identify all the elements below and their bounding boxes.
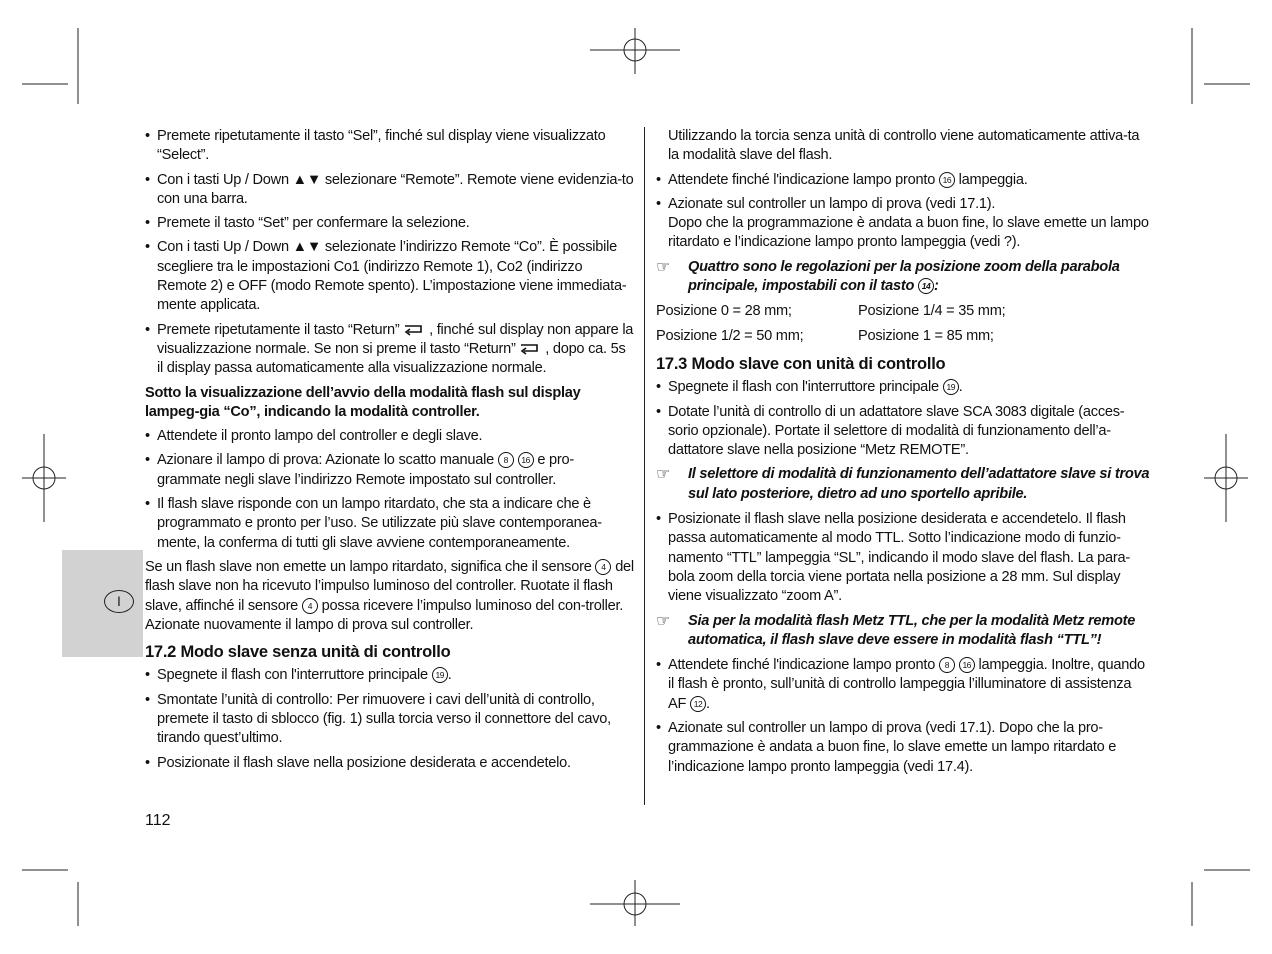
list-item: • Attendete il pronto lampo del controller e degli slave.: [145, 427, 635, 446]
list-item: • Smontate l’unità di controllo: Per rimuovere i cavi dell’unità di controllo, premete il tasto di sblocco (fig. 1) sulla torcia verso il connettore del cavo, tirando quest’ultimo.: [145, 691, 635, 749]
reference-number: 8: [939, 657, 955, 673]
right-column: [656, 127, 1151, 782]
list-item: • Con i tasti Up / Down ▲▼ selezionate l’indirizzo Remote “Co”. È possibile scegliere tra le impostazioni Co1 (indirizzo Remote 1), Co2 (indirizzo Remote 2) e OFF (modo Remote spento). L’impostazione viene immediata-mente applicata.: [145, 238, 635, 315]
list-item: • Premete ripetutamente il tasto “Return” , finché sul display non appare la visualizzazione normale. Se non si preme il tasto “Return” , dopo ca. 5s il display passa automaticamente alla visualizzazione normale.: [145, 321, 635, 379]
return-arrow-icon: [403, 322, 425, 336]
registration-mark-icon: [1204, 434, 1248, 522]
bullet-list: [145, 127, 635, 379]
reference-number: 8: [498, 452, 514, 468]
hand-pointing-icon: ☞: [656, 258, 671, 276]
section-heading: 17.2 Modo slave senza unità di controllo: [145, 643, 451, 662]
list-item: • Posizionate il flash slave nella posizione desiderata e accendetelo. Il flash passa automaticamente al modo TTL. Sotto l’indicazione modo di funzio-namento “TTL” lampeggia “SL”, indicando il modo slave del flash. La para-bola zoom della torcia viene portata nella posizione a 28 mm. Sul display viene visualizzato “zoom A”.: [656, 510, 1151, 606]
list-item: • Posizionate il flash slave nella posizione desiderata e accendetelo.: [145, 754, 635, 773]
bullet-list: [145, 427, 635, 553]
reference-number: 16: [939, 172, 955, 188]
list-item: • Premete il tasto “Set” per confermare la selezione.: [145, 214, 635, 233]
zoom-position: Posizione 1/4 = 35 mm;: [858, 303, 1006, 320]
zoom-position: Posizione 0 = 28 mm;: [656, 303, 792, 320]
registration-mark-icon: [22, 434, 66, 522]
list-item: • Attendete finché l'indicazione lampo pronto 16 lampeggia.: [656, 171, 1151, 190]
left-column: [145, 127, 635, 778]
list-item: • Azionate sul controller un lampo di prova (vedi 17.1). Dopo che la programmazione è andata a buon fine, lo slave emette un lampo ritardato e l’indicazione lampo pronto lampeggia (vedi ?).: [656, 195, 1151, 253]
note-block: ☞ Sia per la modalità flash Metz TTL, che per la modalità Metz remote automatica, il flash slave deve essere in modalità flash “TTL”!: [656, 612, 1151, 651]
reference-number: 19: [943, 379, 959, 395]
list-item: • Con i tasti Up / Down ▲▼ selezionare “Remote”. Remote viene evidenzia-to con una barra.: [145, 171, 635, 210]
list-item: • Azionare il lampo di prova: Azionate lo scatto manuale 8 16 e pro-grammate negli slave l’indirizzo Remote impostato sul controller.: [145, 451, 635, 490]
bullet-list: [656, 656, 1151, 777]
bullet-list: [656, 510, 1151, 606]
zoom-positions-table: [656, 302, 1151, 346]
body-paragraph: Se un flash slave non emette un lampo ritardato, significa che il sensore 4 del flash slave non ha ricevuto l’impulso luminoso del controller. Ruotate il flash slave, affinché il sensore 4 possa ricevere l’impulso luminoso del con-troller. Azionate nuovamente il lampo di prova sul controller.: [145, 558, 634, 633]
registration-mark-icon: [590, 28, 680, 74]
section-heading: 17.3 Modo slave con unità di controllo: [656, 354, 946, 373]
hand-pointing-icon: ☞: [656, 612, 671, 630]
reference-number: 19: [432, 667, 448, 683]
note-block: ☞ Quattro sono le regolazioni per la posizione zoom della parabola principale, impostabili con il tasto 14 :: [656, 258, 1151, 297]
reference-number: 12: [690, 696, 706, 712]
reference-number: 14: [918, 278, 934, 294]
list-item: • Dotate l’unità di controllo di un adattatore slave SCA 3083 digitale (acces-sorio opzionale). Portate il selettore di modalità di funzionamento dell’a-dattatore slave nella posizione “Metz REMOTE”.: [656, 403, 1151, 461]
list-item: • Spegnete il flash con l'interruttore principale 19 .: [656, 378, 1151, 397]
page-number: 112: [145, 812, 171, 829]
bullet-list: [145, 666, 635, 772]
reference-number: 4: [302, 598, 318, 614]
list-item: • Premete ripetutamente il tasto “Sel”, finché sul display viene visualizzato “Select”.: [145, 127, 635, 166]
registration-mark-icon: [590, 880, 680, 926]
body-paragraph: Utilizzando la torcia senza unità di controllo viene automaticamente attiva-ta la modalità slave del flash.: [668, 128, 1140, 164]
column-divider: [644, 127, 645, 805]
zoom-position: Posizione 1/2 = 50 mm;: [656, 327, 804, 344]
language-tab-letter: I: [104, 590, 134, 613]
reference-number: 16: [518, 452, 534, 468]
note-block: ☞ Il selettore di modalità di funzionamento dell’adattatore slave si trova sul lato posteriore, dietro ad uno sportello apribile.: [656, 465, 1151, 504]
return-arrow-icon: [519, 341, 541, 355]
list-item: • Il flash slave risponde con un lampo ritardato, che sta a indicare che è programmato e pronto per l’uso. Se utilizzate più slave contemporanea-mente, la conferma di tutti gli slave avviene contemporaneamente.: [145, 495, 635, 553]
bullet-list: [656, 378, 1151, 460]
reference-number: 16: [959, 657, 975, 673]
hand-pointing-icon: ☞: [656, 466, 671, 484]
list-item: • Attendete finché l'indicazione lampo pronto 8 16 lampeggia. Inoltre, quando il flash è pronto, sull’unità di controllo lampeggia l’illuminatore di assistenza AF 12 .: [656, 656, 1151, 714]
reference-number: 4: [595, 559, 611, 575]
zoom-position: Posizione 1 = 85 mm;: [858, 327, 994, 344]
list-item: • Spegnete il flash con l'interruttore principale 19 .: [145, 666, 635, 685]
bullet-list: [656, 171, 1151, 253]
bold-lead-paragraph: Sotto la visualizzazione dell’avvio della modalità flash sul display lampeg-gia “Co”, indicando la modalità controller.: [145, 384, 581, 420]
list-item: • Azionate sul controller un lampo di prova (vedi 17.1). Dopo che la pro-grammazione è andata a buon fine, lo slave emette un lampo ritardato e l’indicazione lampo pronto lampeggia (vedi 17.4).: [656, 719, 1151, 777]
